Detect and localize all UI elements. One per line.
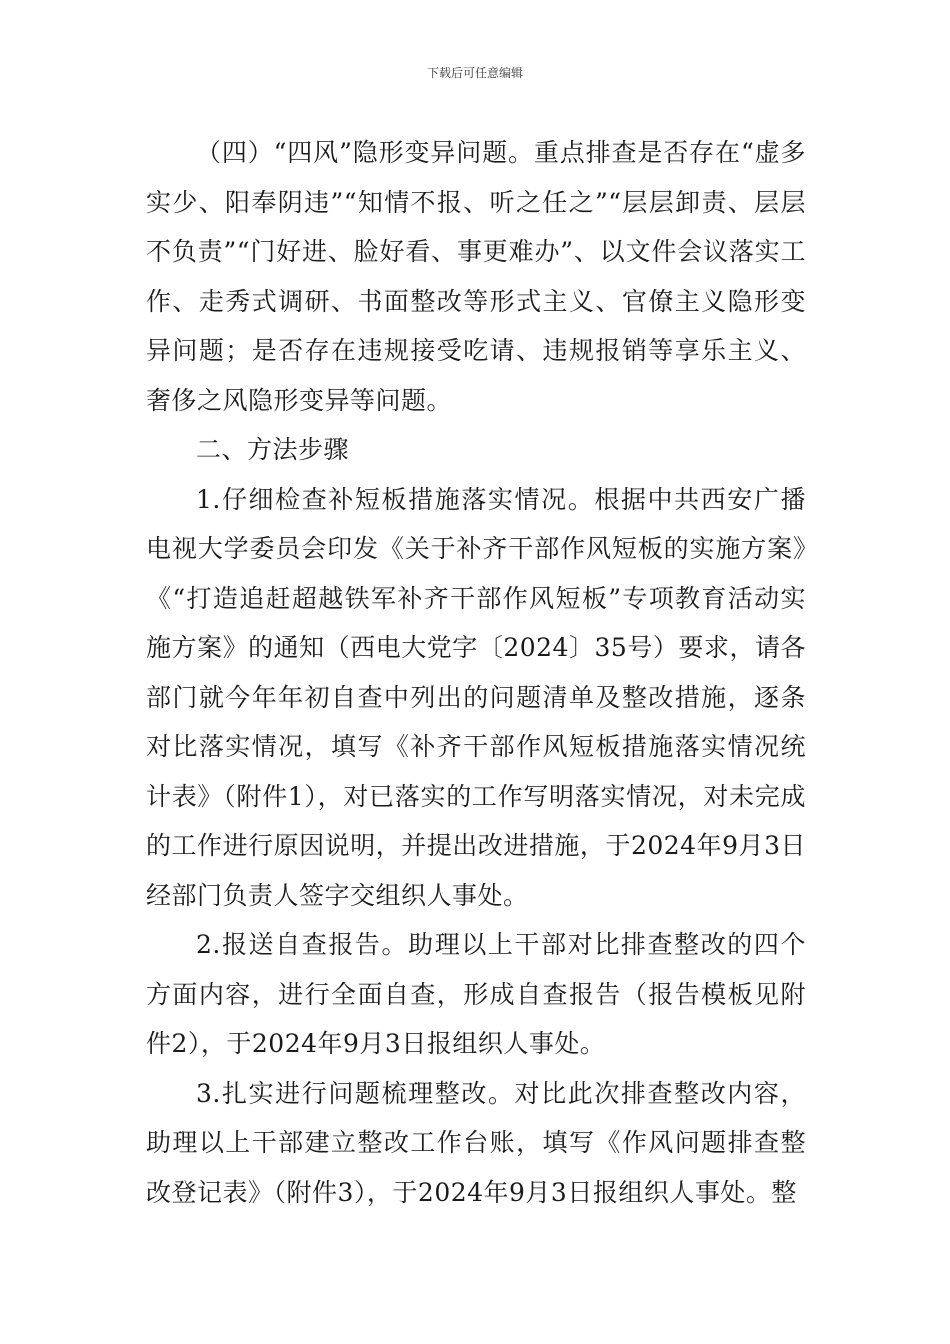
paragraph-step-3: 3.扎实进行问题梳理整改。对比此次排查整改内容，助理以上干部建立整改工作台账，填写《作风问题排查整改登记表》（附件3），于2024年9月3日报组织人事处。整 (146, 1078, 806, 1207)
page-header-note: 下载后可任意编辑 (426, 66, 523, 80)
paragraph-step-2: 2.报送自查报告。助理以上干部对比排查整改的四个方面内容，进行全面自查，形成自查报告（报告模板见附件2），于2024年9月3日报组织人事处。 (146, 930, 806, 1058)
paragraph-step-1: 1.仔细检查补短板措施落实情况。根据中共西安广播电视大学委员会印发《关于补齐干部作风短板的实施方案》《“打造追赶超越铁军补齐干部作风短板”专项教育活动实施方案》的通知（西电大党字〔2024〕35号）要求，请各部门就今年年初自查中列出的问题清单及整改措施，逐条对比落实情况，填写《补齐干部作风短板措施落实情况统计表》（附件1），对已落实的工作写明落实情况，对未完成的工作进行原因说明，并提出改进措施，于2024年9月3日经部门负责人签字交组织人事处。 (146, 484, 806, 910)
document-body (146, 128, 806, 1217)
section-heading-methods: 二、方法步骤 (196, 435, 350, 464)
paragraph-four-winds: （四）“四风”隐形变异问题。重点排查是否存在“虚多实少、阳奉阴违”“知情不报、听之任之”“层层卸责、层层不负责”“门好进、脸好看、事更难办”、以文件会议落实工作、走秀式调研、书面整改等形式主义、官僚主义隐形变异问题；是否存在违规接受吃请、违规报销等享乐主义、奢侈之风隐形变异等问题。 (146, 138, 806, 415)
